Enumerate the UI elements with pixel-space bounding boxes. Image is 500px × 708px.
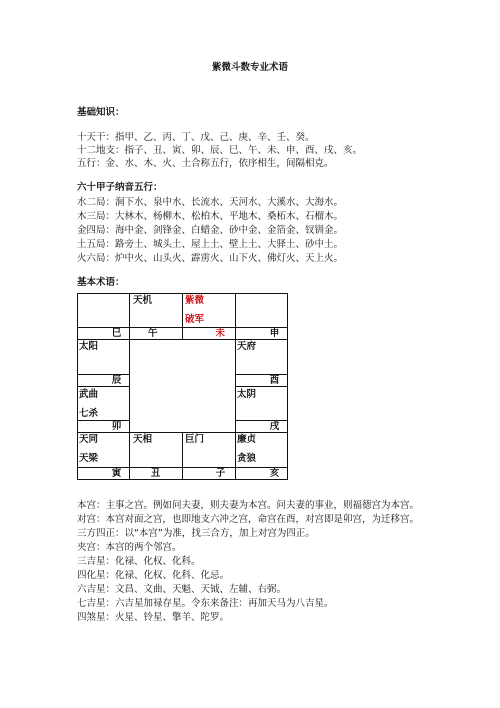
branch-zi: 子 (215, 468, 226, 479)
palace-wu-star: 天机 (133, 295, 153, 306)
document-title: 紫微斗数专业术语 (211, 62, 288, 73)
nayin-heading: 六十甲子纳音五行： (77, 182, 163, 193)
branch-chen: 辰 (111, 375, 122, 386)
branch-you: 酉 (269, 375, 280, 386)
def-six-lucky-stars: 六吉星：文昌、文曲、天魁、天钺、左辅、右弼。 (77, 584, 287, 595)
palace-wei-star-pojun: 破军 (185, 314, 205, 325)
branch-shen: 申 (269, 328, 280, 339)
basics-heading: 基础知识： (77, 107, 125, 118)
branch-yin: 寅 (111, 468, 122, 479)
branch-wu: 午 (148, 328, 158, 339)
nayin-line-metal: 金四局：海中金、剑锋金、白蜡金、砂中金、金箔金、钗钏金。 (77, 225, 344, 236)
nayin-line-wood: 木三局：大林木、杨柳木、松柏木、平地木、桑柘木、石榴木。 (77, 211, 344, 222)
palace-chart (77, 293, 288, 480)
palace-hai-star-tanlang: 贪狼 (237, 453, 257, 464)
def-four-transform-stars: 四化星：化禄、化权、化科、化忌。 (77, 570, 230, 581)
def-duigong: 对宫：本宫对面之宫，也即地支六冲之宫，命宫在酉，对宫即是卯宫，为迁移宫。 (77, 514, 420, 525)
basics-line-branches: 十二地支：指子、丑、寅、卯、辰、巳、午、未、申、酉、戌、亥。 (77, 145, 363, 156)
branch-xu: 戌 (269, 421, 280, 432)
terms-heading: 基本术语： (77, 277, 125, 288)
def-four-malefic-stars: 四煞星：火星、铃星、擎羊、陀罗。 (77, 612, 230, 623)
nayin-line-fire: 火六局：炉中火、山头火、霹雳火、山下火、佛灯火、天上火。 (77, 253, 344, 264)
nayin-line-water: 水二局：涧下水、泉中水、长流水、天河水、大溪水、大海水。 (77, 197, 344, 208)
palace-wei-star-ziwei: 紫微 (185, 295, 205, 306)
branch-hai: 亥 (269, 468, 280, 479)
def-jiagong: 夹宫：本宫的两个邻宫。 (77, 542, 182, 553)
palace-chen-star: 太阳 (79, 341, 99, 352)
palace-hai-star-lianzhen: 廉贞 (237, 434, 257, 445)
palace-zi-star: 巨门 (185, 434, 205, 445)
def-three-lucky-stars: 三吉星：化禄、化权、化科。 (77, 556, 201, 567)
branch-chou: 丑 (150, 468, 161, 479)
def-seven-lucky-stars: 七吉星：六吉星加禄存星。令东来备注：再加天马为八吉星。 (77, 598, 334, 609)
def-bengong: 本宫：主事之宫。例如问夫妻，则夫妻为本宫。问夫妻的事业，则福德宫为本宫。 (77, 500, 420, 511)
branch-si: 巳 (111, 328, 122, 339)
nayin-line-earth: 土五局：路旁土、城头土、屋上土、壁上土、大驿土、砂中土。 (77, 239, 344, 250)
branch-mao: 卯 (111, 421, 122, 432)
palace-mao-star-qisha: 七杀 (79, 408, 99, 419)
palace-mao-star-wuqu: 武曲 (79, 389, 99, 400)
palace-yin-star-tiantong: 天同 (79, 434, 99, 445)
branch-wei: 未 (215, 328, 225, 339)
palace-xu-star: 太阴 (237, 389, 257, 400)
palace-you-star: 天府 (237, 341, 257, 352)
palace-chou-star: 天相 (133, 434, 153, 445)
basics-line-stems: 十天干：指甲、乙、丙、丁、戊、己、庚、辛、壬、癸。 (77, 132, 315, 143)
palace-yin-star-tianliang: 天梁 (79, 453, 99, 464)
basics-line-five-elements: 五行：金、水、木、火、土合称五行，依序相生，间隔相克。 (77, 158, 334, 169)
def-sanfang-sizheng: 三方四正：以“本宫”为准，找三合方，加上对宫为四正。 (77, 528, 315, 539)
